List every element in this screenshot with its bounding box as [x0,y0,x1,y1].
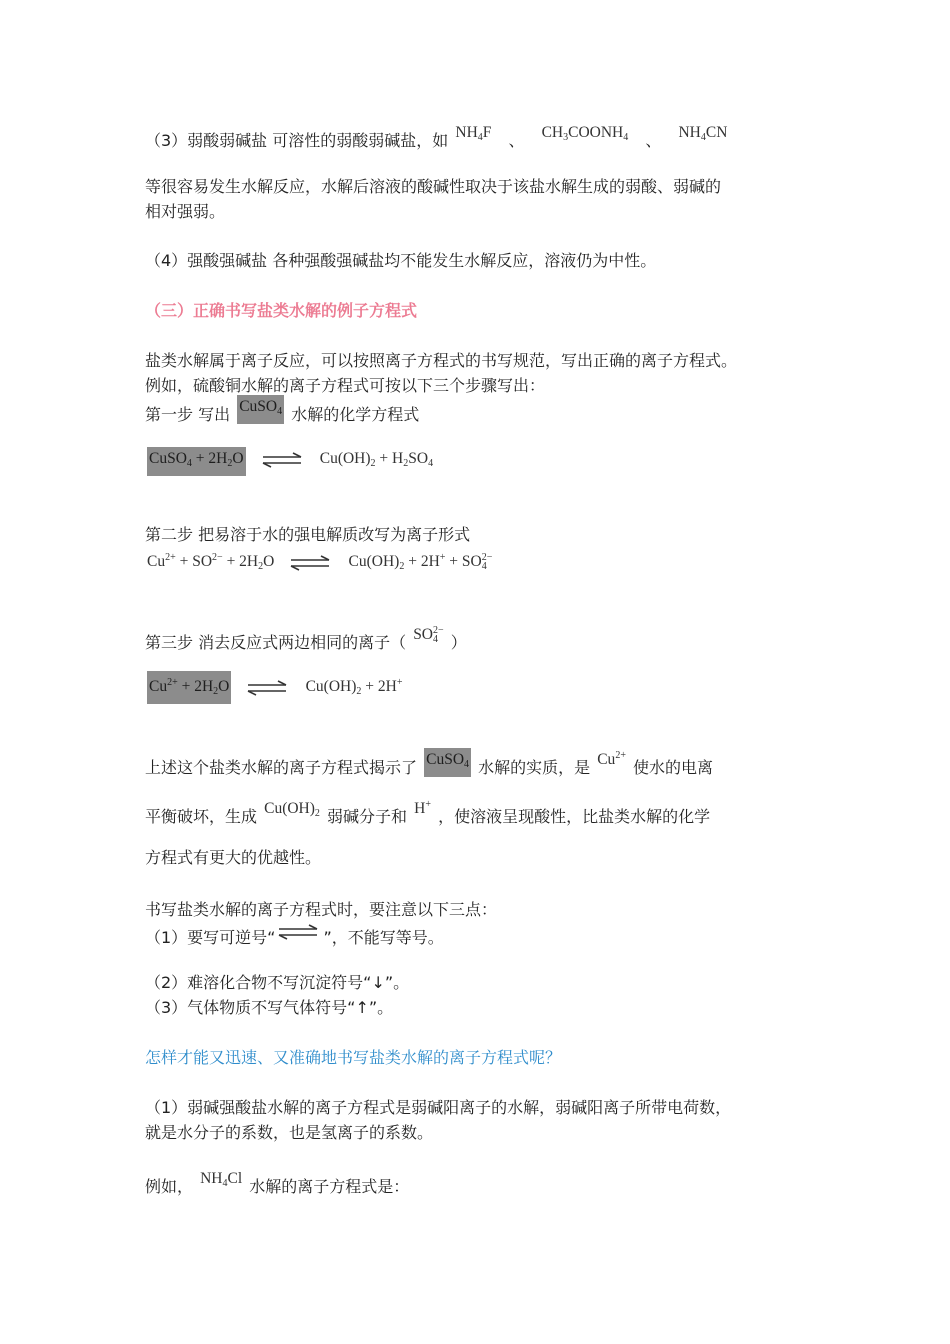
para-text: 水解的离子方程式是： [249,1177,410,1196]
para-text: 水解的实质，是 [478,758,591,777]
para-text: 弱碱分子和 [327,807,408,826]
note-item: （2）难溶化合物不写沉淀符号“↓”。 [145,973,410,992]
para-text: （3）弱酸弱碱盐 可溶性的弱酸弱碱盐，如 [145,131,449,150]
para-strong-acid-strong-base: （4）强酸强碱盐 各种强酸强碱盐均不能发生水解反应，溶液仍为中性。 [145,251,657,270]
para-text: 上述这个盐类水解的离子方程式揭示了 [145,758,418,777]
equation-left: $Cu^{2+} + SO^{2-} + 2H_2O$ [147,552,275,572]
formula-h-ion: H+ [414,799,431,817]
note-text: （1）要写可逆号“ [145,928,276,947]
note-item: （3）气体物质不写气体符号“↑”。 [145,998,394,1017]
para-line: 例如，硫酸铜水解的离子方程式可按以下三个步骤写出： [145,376,546,395]
para-reveal-line1 [145,752,713,785]
formula-cuso4: CuSO$_4$ [424,748,471,777]
formula-so4: $SO_4^{2-}$ [413,625,444,645]
step-text: 水解的化学方程式 [291,405,420,424]
equation-left: CuSO$_4$ + $2H_2O$ [147,447,246,476]
notes-title: 书写盐类水解的离子方程式时，要注意以下三点： [145,900,498,919]
subsection-heading: 怎样才能又迅速、又准确地书写盐类水解的离子方程式呢？ [145,1048,562,1067]
para-line: 就是水分子的系数，也是氢离子的系数。 [145,1123,434,1142]
reversible-arrow-icon [261,452,305,468]
para-example [145,1170,410,1204]
reversible-arrow-icon [277,924,321,940]
para-text: ，使溶液呈现酸性，比盐类水解的化学 [438,807,711,826]
separator: 、 [508,131,525,150]
step-three [145,627,467,660]
step-text: ） [450,633,467,652]
para-text: 平衡破坏，生成 [145,807,258,826]
para-line: 方程式有更大的优越性。 [145,848,322,867]
section-heading: （三）正确书写盐类水解的例子方程式 [145,301,418,320]
equation-ionic-net [145,671,404,695]
para-reveal-line2 [145,801,710,834]
step-two: 第二步 把易溶于水的强电解质改写为离子形式 [145,525,471,544]
formula-cu-ion: $Cu^{2+}$ [597,750,626,768]
formula-nh4cl: $NH_4Cl$ [200,1170,243,1189]
reversible-arrow-icon [246,680,290,696]
para-line: 等很容易发生水解反应，水解后溶液的酸碱性取决于该盐水解生成的弱酸、弱碱的 [145,177,722,196]
step-one [145,398,420,432]
para-line: （1）弱碱强酸盐水解的离子方程式是弱碱阳离子的水解，弱碱阳离子所带电荷数， [145,1098,732,1117]
equation-chemical [145,447,435,471]
formula-nh4f: $NH_4F$ [455,124,492,143]
step-label: 第一步 写出 [145,405,231,424]
equation-right: $Cu(OH)_2 + 2H^+$ [305,677,403,697]
step-label: 第三步 消去反应式两边相同的离子（ [145,633,407,652]
reversible-arrow-icon [289,555,333,571]
note-item [145,926,444,950]
para-weak-acid-weak-base [145,124,729,158]
note-text: ”，不能写等号。 [323,928,444,947]
equation-ionic-full [145,546,494,570]
equation-right: $Cu(OH)_2 + H_2SO_4$ [319,450,434,469]
para-text: 使水的电离 [633,758,714,777]
para-text: 例如， [145,1177,194,1196]
separator: 、 [645,131,662,150]
formula-ch3coonh4: $CH_3COONH_4$ [541,124,629,143]
equation-left: $Cu^{2+} + 2H_2O$ [147,671,231,704]
formula-cuso4: CuSO$_4$ [237,395,284,424]
para-line: 相对强弱。 [145,202,226,221]
para-line: 盐类水解属于离子反应，可以按照离子方程式的书写规范，写出正确的离子方程式。 [145,351,738,370]
equation-right: $Cu(OH)_2 + 2H^+ + SO_4^{2-}$ [348,552,493,572]
formula-nh4cn: $NH_4CN$ [678,124,728,143]
formula-cu-oh-2: $Cu(OH)_2$ [264,800,320,819]
